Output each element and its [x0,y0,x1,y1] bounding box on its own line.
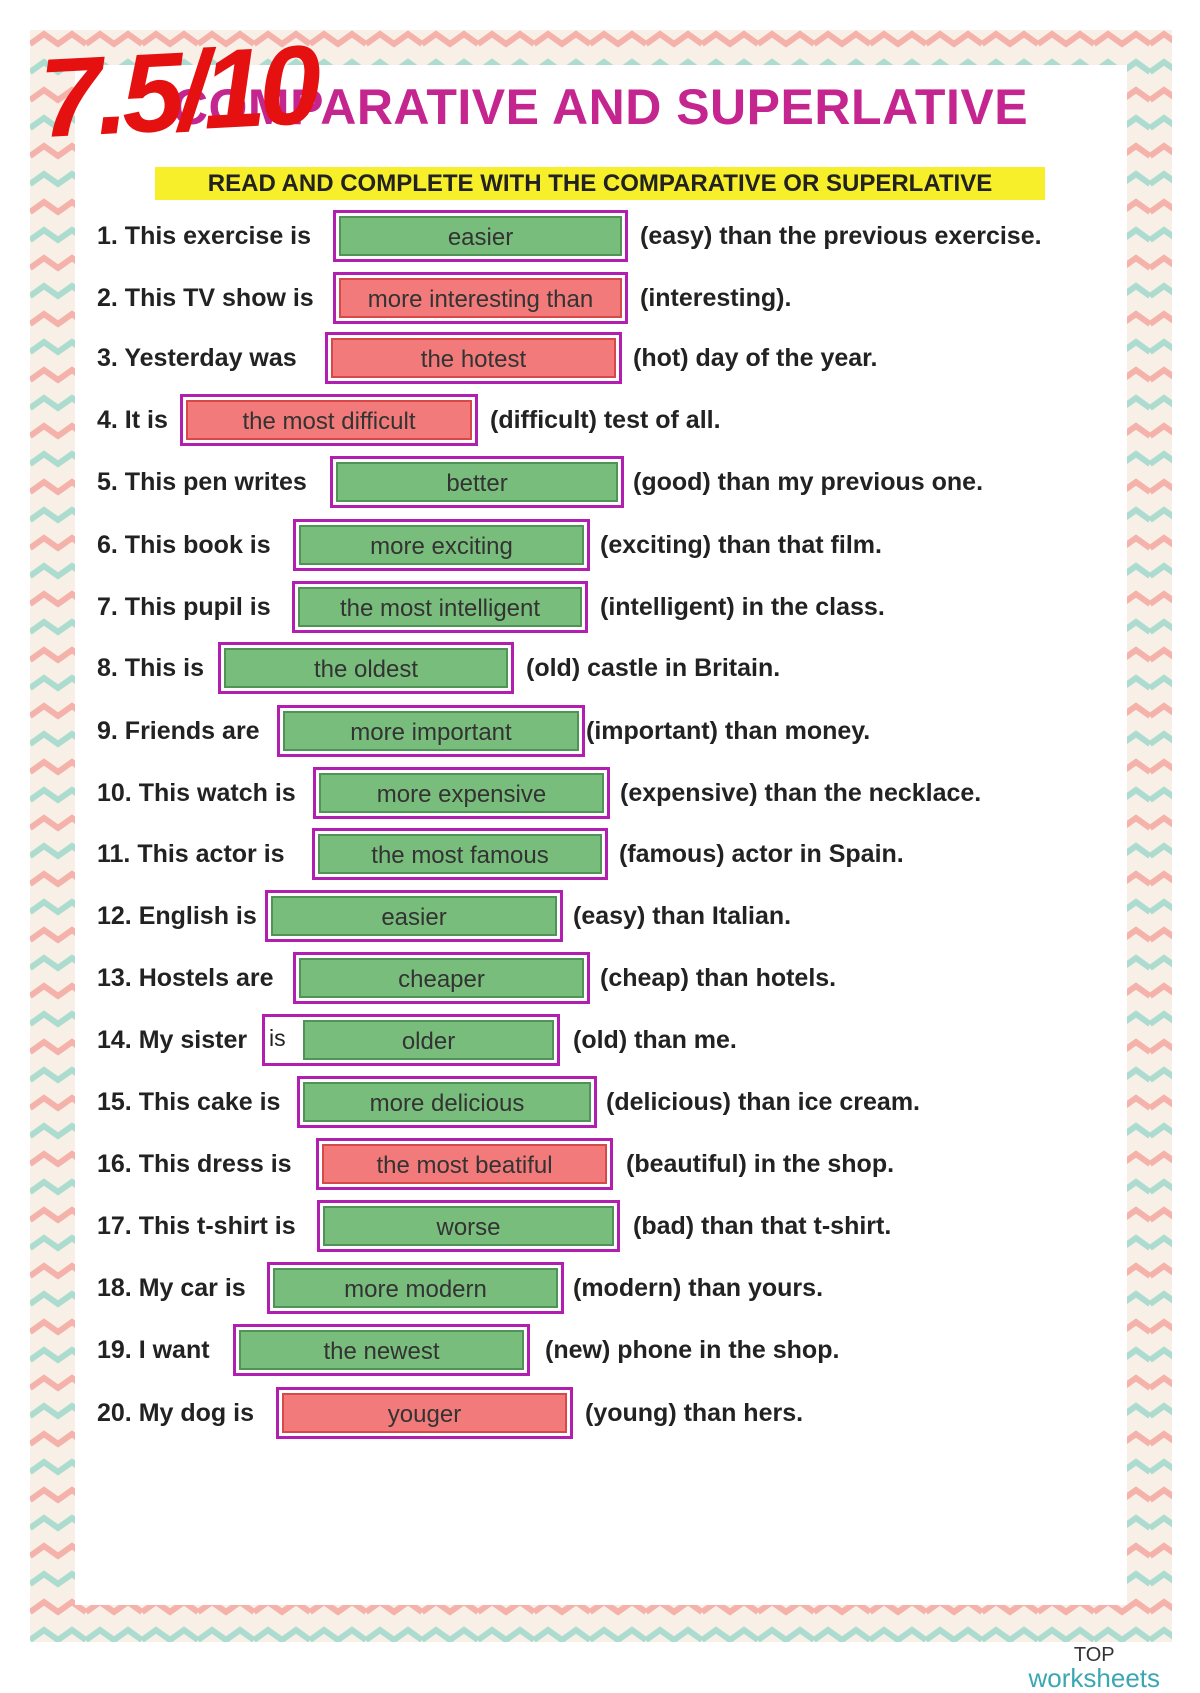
answer-text[interactable]: the most beatiful [322,1144,607,1184]
answer-text[interactable]: better [336,462,618,502]
answer-box[interactable] [293,519,590,571]
question-prefix: 8. This is [97,654,204,682]
answer-text[interactable]: the most difficult [186,400,472,440]
question-suffix: (bad) than that t-shirt. [633,1212,892,1240]
answer-text[interactable]: cheaper [299,958,584,998]
answer-text[interactable]: worse [323,1206,614,1246]
question-suffix: (new) phone in the shop. [545,1336,840,1364]
answer-text[interactable]: the oldest [224,648,508,688]
answer-box[interactable] [218,642,514,694]
question-suffix: (important) than money. [586,717,871,745]
question-suffix: (modern) than yours. [573,1274,824,1302]
answer-text[interactable]: more important [283,711,579,751]
answer-text[interactable]: more modern [273,1268,558,1308]
question-prefix: 13. Hostels are [97,964,274,992]
question-suffix: (expensive) than the necklace. [620,779,982,807]
question-prefix: 2. This TV show is [97,284,314,312]
question-prefix: 1. This exercise is [97,222,312,250]
question-suffix: (good) than my previous one. [633,468,984,496]
question-suffix: (delicious) than ice cream. [606,1088,920,1116]
question-suffix: (old) castle in Britain. [526,654,781,682]
answer-box[interactable] [293,952,590,1004]
answer-text[interactable]: more exciting [299,525,584,565]
question-suffix: (exciting) than that film. [600,531,882,559]
answer-box[interactable] [265,890,563,942]
answer-box[interactable] [333,210,628,262]
question-suffix: (cheap) than hotels. [600,964,837,992]
question-prefix: 4. It is [97,406,168,434]
answer-text[interactable]: more delicious [303,1082,591,1122]
question-prefix: 12. English is [97,902,257,930]
question-prefix: 11. This actor is [97,840,285,868]
question-suffix: (easy) than the previous exercise. [640,222,1042,250]
score-mark: 7.5/10 [36,21,319,162]
answer-box[interactable] [317,1200,620,1252]
brand-line1: TOP [1073,1644,1115,1666]
answer-text[interactable]: the newest [239,1330,524,1370]
answer-text[interactable]: easier [339,216,622,256]
question-suffix: (intelligent) in the class. [600,593,885,621]
answer-text[interactable]: the most famous [318,834,602,874]
answer-text[interactable]: the hotest [331,338,616,378]
question-prefix: 10. This watch is [97,779,296,807]
answer-box[interactable] [262,1014,560,1066]
question-prefix: 16. This dress is [97,1150,292,1178]
answer-box[interactable] [297,1076,597,1128]
page-title: COMPARATIVE AND SUPERLATIVE [171,79,1029,135]
answer-box[interactable] [277,705,585,757]
answer-box[interactable] [330,456,624,508]
question-prefix: 6. This book is [97,531,271,559]
question-suffix: (difficult) test of all. [490,406,721,434]
answer-text[interactable]: the most intelligent [298,587,582,627]
question-prefix: 3. Yesterday was [97,344,297,372]
answer-box[interactable] [180,394,478,446]
answer-text[interactable]: older [303,1020,554,1060]
question-prefix: 18. My car is [97,1274,246,1302]
question-prefix: 20. My dog is [97,1399,254,1427]
answer-box[interactable] [313,767,610,819]
question-suffix: (old) than me. [573,1026,737,1054]
question-suffix: (easy) than Italian. [573,902,792,930]
question-prefix: 19. I want [97,1336,210,1364]
answer-box[interactable] [316,1138,613,1190]
question-suffix: (hot) day of the year. [633,344,878,372]
answer-box[interactable] [267,1262,564,1314]
answer-text[interactable]: youger [282,1393,567,1433]
answer-text[interactable]: more interesting than [339,278,622,318]
question-prefix: 14. My sister [97,1026,248,1054]
instruction-banner: READ AND COMPLETE WITH THE COMPARATIVE OR SUPERLATIVE [155,167,1045,200]
answer-box[interactable] [233,1324,530,1376]
answer-prefix-text: is [269,1025,286,1051]
question-suffix: (beautiful) in the shop. [626,1150,895,1178]
answer-text[interactable]: more expensive [319,773,604,813]
brand-line2: worksheets [1028,1663,1160,1693]
answer-box[interactable] [292,581,588,633]
answer-box[interactable] [312,828,608,880]
question-prefix: 7. This pupil is [97,593,271,621]
question-prefix: 9. Friends are [97,717,260,745]
answer-box[interactable] [276,1387,573,1439]
answer-box[interactable] [333,272,628,324]
question-prefix: 5. This pen writes [97,468,307,496]
question-suffix: (interesting). [640,284,792,312]
answer-box[interactable] [325,332,622,384]
question-prefix: 17. This t-shirt is [97,1212,296,1240]
question-prefix: 15. This cake is [97,1088,281,1116]
question-suffix: (young) than hers. [585,1399,804,1427]
answer-text[interactable]: easier [271,896,557,936]
question-suffix: (famous) actor in Spain. [619,840,904,868]
brand-logo [1029,1645,1161,1691]
